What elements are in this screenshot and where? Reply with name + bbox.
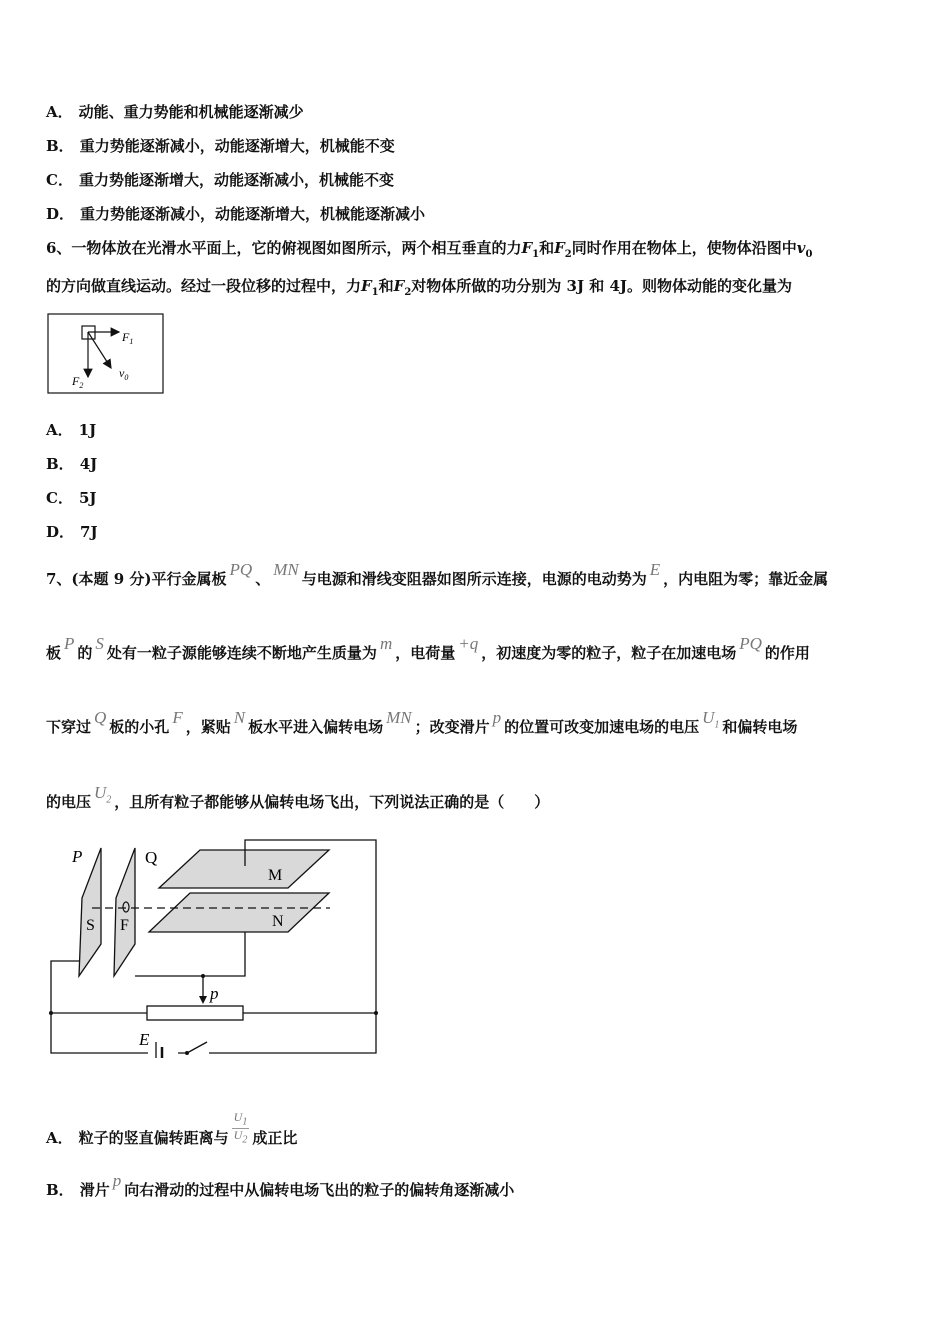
q5-option-d: D． 重力势能逐渐减小，动能逐渐增大，机械能逐渐减小 [46,205,426,223]
wire-n-to-q [135,932,245,976]
label-s: S [86,917,95,934]
label-m: M [268,867,283,884]
plate-p [79,848,101,976]
q6-option-a: A． 1J [46,421,97,439]
q7-stem-line4: 的电压 $U_2$ ，且所有粒子都能够从偏转电场飞出，下列说法正确的是（ ） [46,783,550,811]
label-n: N [272,913,284,930]
q5-option-b: B． 重力势能逐渐减小，动能逐渐增大，机械能不变 [46,137,395,155]
f1-label: $F_1$ [122,330,134,346]
q6-option-c: C． 5J [46,489,97,507]
label-slider-p: p [210,984,219,1003]
diagram-frame [48,314,163,393]
q6-force-diagram [47,313,165,395]
plate-m [159,850,329,888]
q7-option-b: B． 滑片 p 向右滑动的过程中从偏转电场飞出的粒子的偏转角逐渐减小 [46,1171,515,1199]
q7-option-a: A． 粒子的竖直偏转距离与 $\frac{U_1}{U_2}$ 成正比 [46,1110,298,1147]
label-q-plate: Q [145,848,158,867]
q5-option-c: C． 重力势能逐渐增大，动能逐渐减小，机械能不变 [46,171,394,189]
q6-option-b: B． 4J [46,455,98,473]
q7-stem-line2: 板 P 的 S 处有一粒子源能够连续不断地产生质量为 m ，电荷量 +q ，初速度为零的粒子，粒子在加速电场 PQ 的作用 [46,634,810,662]
v0-label: $v_0$ [119,366,129,382]
ratio-u1-u2: $\frac{U_1}{U_2}$ [233,1110,248,1146]
slider-arrowhead [199,996,207,1004]
plate-n [149,893,329,932]
q5-option-a: A． 动能、重力势能和机械能逐渐减少 [46,103,304,121]
q6-stem-line1: 6、一物体放在光滑水平面上，它的俯视图如图所示，两个相互垂直的力$F_1$和$F_2$同时作用在物体上，使物体沿图中$v_0$ [46,239,813,260]
rheostat [147,1006,243,1020]
f2-label: $F_2$ [72,374,84,390]
q6-option-d: D． 7J [46,523,98,541]
junction-dot [201,974,205,978]
q7-stem-line1: 7、(本题 9 分)平行金属板 PQ 、 MN 与电源和滑线变阻器如图所示连接，电源的电动势为 E ，内电阻为零；靠近金属 [46,560,829,588]
q7-stem-line3: 下穿过 Q 板的小孔 F ，紧贴 N 板水平进入偏转电场 MN ；改变滑片 p 的位置可改变加速电场的电压 $U_1$ 和偏转电场 [46,708,798,736]
v0-arrow [88,332,111,368]
q7-circuit-diagram [44,836,384,1058]
label-p-plate: P [72,847,83,866]
q6-stem-line2: 的方向做直线运动。经过一段位移的过程中，力$F_1$和$F_2$对物体所做的功分别为 3J 和 4J。则物体动能的变化量为 [46,277,793,298]
label-e: E [139,1030,150,1049]
label-f: F [120,917,129,934]
